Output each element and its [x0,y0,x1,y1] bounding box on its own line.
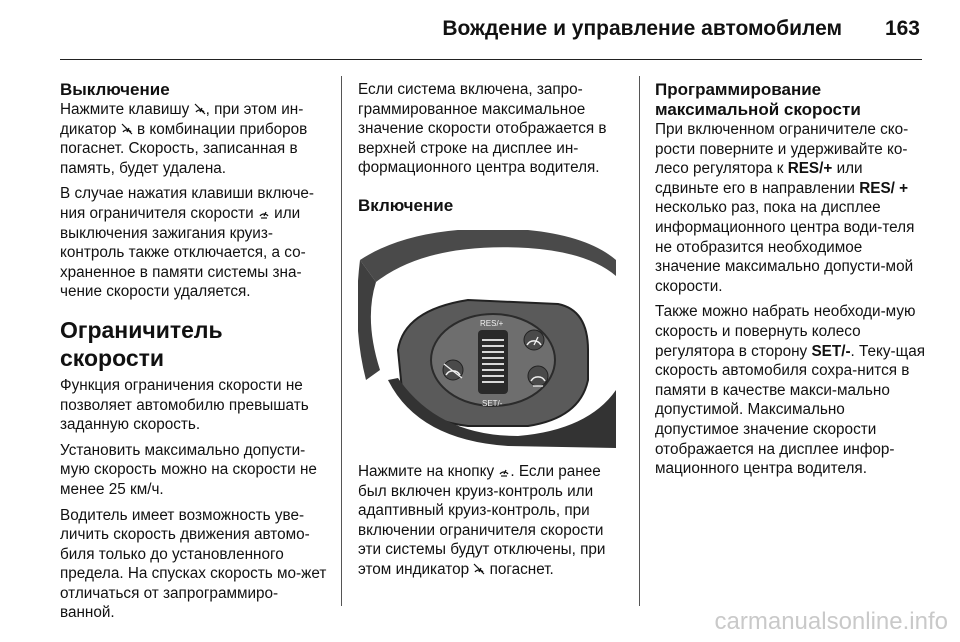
paragraph: Функция ограничения скорости не позволяет автомобилю превышать заданную скорость. [60,376,309,434]
set-minus-label: SET/- [811,342,851,360]
page-number: 163 [884,17,920,40]
section-title-programming: Программирование максимальной скорости [655,80,861,119]
set-label: SET/- [482,398,503,408]
paragraph: Если система включена, запро-граммированное максимальное значение скорости отображается в верхней строке на дисплее ин-формационного центра водителя. [358,81,607,177]
section-title-on: Включение [358,195,454,215]
steering-wheel-illustration [358,230,616,448]
column-3 [655,80,927,485]
paragraph: Также можно набрать необходи-мую скорость и повернуть колесо регулятора в сторону SET/-. Теку-щая скорость автомобиля сохра-нится в памяти в качестве макси-мально допустимой. Максимально допустимое значение скорости отображается на дисплее инфор-мационного центра водителя. [655,303,926,478]
paragraph: В случае нажатия клавиши включе-ния ограничителя скорости или выключения зажигания круиз-контроль также отключается, а со-храненное в памяти системы зна-чение скорости удаляется. [60,185,315,301]
section-title-limiter: Ограничитель скорости [60,316,223,371]
res-plus-label: RES/+ [787,160,833,178]
res-plus-label: RES/ + [859,179,909,197]
paragraph: Водитель имеет возможность уве-личить скорость движения автомо-биля только до установленного предела. На спусках скорость мо-жет отличаться от запрограммиро-ванной. [60,506,327,622]
speed-limiter-icon [258,207,270,219]
column-divider [341,76,342,606]
paragraph: Нажмите на кнопку . Если ранее был включен круиз-контроль или адаптивный круиз-контроль, при включении ограничителя скорости эти системы будут отключены, при этом индикатор погаснет. [358,462,606,578]
res-label: RES/+ [480,318,504,328]
paragraph: Нажмите клавишу , при этом ин-дикатор в комбинации приборов погаснет. Скорость, записанная в память, будет удалена. [60,101,308,177]
cruise-off-icon [194,103,206,115]
watermark: carmanualsonline.info [714,608,948,635]
column-1 [60,80,332,629]
cruise-off-icon [473,563,485,575]
section-title-off: Выключение [60,80,170,99]
cruise-off-icon [121,123,133,135]
speed-limiter-icon [498,465,510,477]
header-rule [60,59,922,60]
column-divider [639,76,640,606]
header-title: Вождение и управление автомобилем [442,17,842,40]
column-2 [358,80,630,586]
paragraph: При включенном ограничителе ско-рости поверните и удерживайте ко-лесо регулятора к RES/+ или сдвиньте его в направлении RES/ + несколько раз, пока на дисплее информационного центра води-теля не отобразится необходимое значение максимально допусти-мой скорости. [655,121,915,295]
page-header [0,0,960,62]
paragraph: Установить максимально допусти-мую скорость можно на скорости не менее 25 км/ч. [60,441,317,498]
